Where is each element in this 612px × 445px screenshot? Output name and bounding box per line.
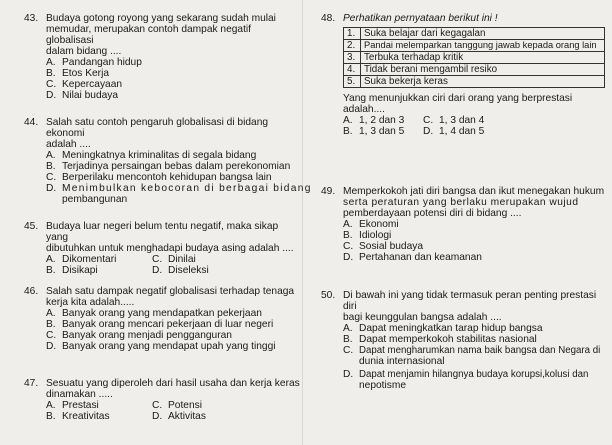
option-continuation: nepotisme	[359, 380, 407, 391]
question-number: 43.	[24, 13, 39, 24]
option-c[interactable]: C. 1, 3 dan 4	[423, 115, 485, 126]
option-b[interactable]: B. Idiologi	[343, 230, 392, 241]
option-d[interactable]: D. Diseleksi	[152, 265, 209, 276]
question-followup-line: Yang menunjukkan ciri dari orang yang berprestasi	[343, 93, 573, 104]
question-followup-line: adalah....	[343, 104, 385, 115]
question-stem-line: Memperkokoh jati diri bangsa dan ikut menegakan hukum	[343, 186, 605, 197]
option-a[interactable]: A. Meningkatnya kriminalitas di segala bidang	[46, 150, 257, 161]
question-number: 47.	[24, 378, 39, 389]
question-stem-line: dibutuhkan untuk menghadapi budaya asing adalah ....	[46, 243, 294, 254]
option-a[interactable]: A. Ekonomi	[343, 219, 399, 230]
option-d[interactable]: D. Aktivitas	[152, 411, 206, 422]
question-stem-line: dinamakan .....	[46, 389, 113, 400]
option-continuation: dunia internasional	[359, 356, 445, 367]
question-stem: Perhatikan pernyataan berikut ini !	[343, 13, 498, 24]
option-c[interactable]: C. Banyak orang menjadi pengganguran	[46, 330, 232, 341]
option-c[interactable]: C. Dapat mengharumkan nama baik bangsa dan Negara di	[343, 345, 601, 356]
question-stem-line: pemberdayaan potensi diri di bidang ....	[343, 208, 522, 219]
option-b[interactable]: B. Dapat memperkokoh stabilitas nasional	[343, 334, 537, 345]
option-continuation: pembangunan	[62, 194, 128, 205]
question-number: 50.	[321, 290, 336, 301]
option-c[interactable]: C. Dinilai	[152, 254, 196, 265]
option-c[interactable]: C. Berperilaku mencontoh kehidupan bangsa lain	[46, 172, 272, 183]
question-stem-line: Sesuatu yang diperoleh dari hasil usaha dan kerja keras	[46, 378, 300, 389]
question-stem-line: bagi keunggulan bangsa adalah ....	[343, 312, 502, 323]
statement-row: 3. Terbuka terhadap kritik	[344, 52, 605, 64]
question-number: 46.	[24, 286, 39, 297]
statement-table	[343, 27, 605, 88]
option-d[interactable]: D. Menimbulkan kebocoran di berbagai bidang	[46, 183, 312, 194]
question-stem-line: serta peraturan yang berlaku merupakan wujud	[343, 197, 579, 208]
option-b[interactable]: B. Banyak orang mencari pekerjaan di luar negeri	[46, 319, 274, 330]
statement-row: 4. Tidak berani mengambil resiko	[344, 64, 605, 76]
option-a[interactable]: A. 1, 2 dan 3	[343, 115, 405, 126]
question-stem-line: adalah ....	[46, 139, 91, 150]
question-number: 49.	[321, 186, 336, 197]
option-a[interactable]: A. Prestasi	[46, 400, 99, 411]
question-stem-line: dalam bidang ....	[46, 46, 122, 57]
question-stem-line: Salah satu contoh pengaruh globalisasi di bidang ekonomi	[46, 117, 269, 139]
statement-row: 1. Suka belajar dari kegagalan	[344, 28, 605, 40]
option-d[interactable]: D. Dapat menjamin hilangnya budaya korupsi,kolusi dan	[343, 369, 589, 380]
option-b[interactable]: B. Kreativitas	[46, 411, 110, 422]
question-stem-line: kerja kita adalah.....	[46, 297, 135, 308]
option-c[interactable]: C. Sosial budaya	[343, 241, 424, 252]
option-c[interactable]: C. Kepercayaan	[46, 79, 123, 90]
option-d[interactable]: D. 1, 4 dan 5	[423, 126, 485, 137]
question-stem-line: memudar, merupakan contoh dampak negatif globalisasi	[46, 24, 252, 46]
option-a[interactable]: A. Pandangan hidup	[46, 57, 142, 68]
statement-row: 2. Pandai melemparkan tanggung jawab kepada orang lain	[344, 40, 605, 52]
question-number: 48.	[321, 13, 336, 24]
question-number: 45.	[24, 221, 39, 232]
option-b[interactable]: B. Etos Kerja	[46, 68, 109, 79]
option-a[interactable]: A. Banyak orang yang mendapatkan pekerjaan	[46, 308, 262, 319]
column-divider	[302, 0, 303, 445]
question-stem-line: Salah satu dampak negatif globalisasi terhadap tenaga	[46, 286, 295, 297]
option-b[interactable]: B. Terjadinya persaingan bebas dalam perekonomian	[46, 161, 291, 172]
statement-row: 5. Suka bekerja keras	[344, 76, 605, 88]
option-c[interactable]: C. Potensi	[152, 400, 202, 411]
option-d[interactable]: D. Pertahanan dan keamanan	[343, 252, 482, 263]
option-b[interactable]: B. 1, 3 dan 5	[343, 126, 405, 137]
option-d[interactable]: D. Banyak orang yang mendapat upah yang tinggi	[46, 341, 276, 352]
question-stem-line: Di bawah ini yang tidak termasuk peran penting prestasi diri	[343, 290, 597, 312]
question-stem-line: Budaya luar negeri belum tentu negatif, maka sikap yang	[46, 221, 279, 243]
option-d[interactable]: D. Nilai budaya	[46, 90, 119, 101]
question-stem-line: Budaya gotong royong yang sekarang sudah mulai	[46, 13, 276, 24]
option-b[interactable]: B. Disikapi	[46, 265, 98, 276]
question-number: 44.	[24, 117, 39, 128]
option-a[interactable]: A. Dikomentari	[46, 254, 117, 265]
option-a[interactable]: A. Dapat meningkatkan tarap hidup bangsa	[343, 323, 543, 334]
